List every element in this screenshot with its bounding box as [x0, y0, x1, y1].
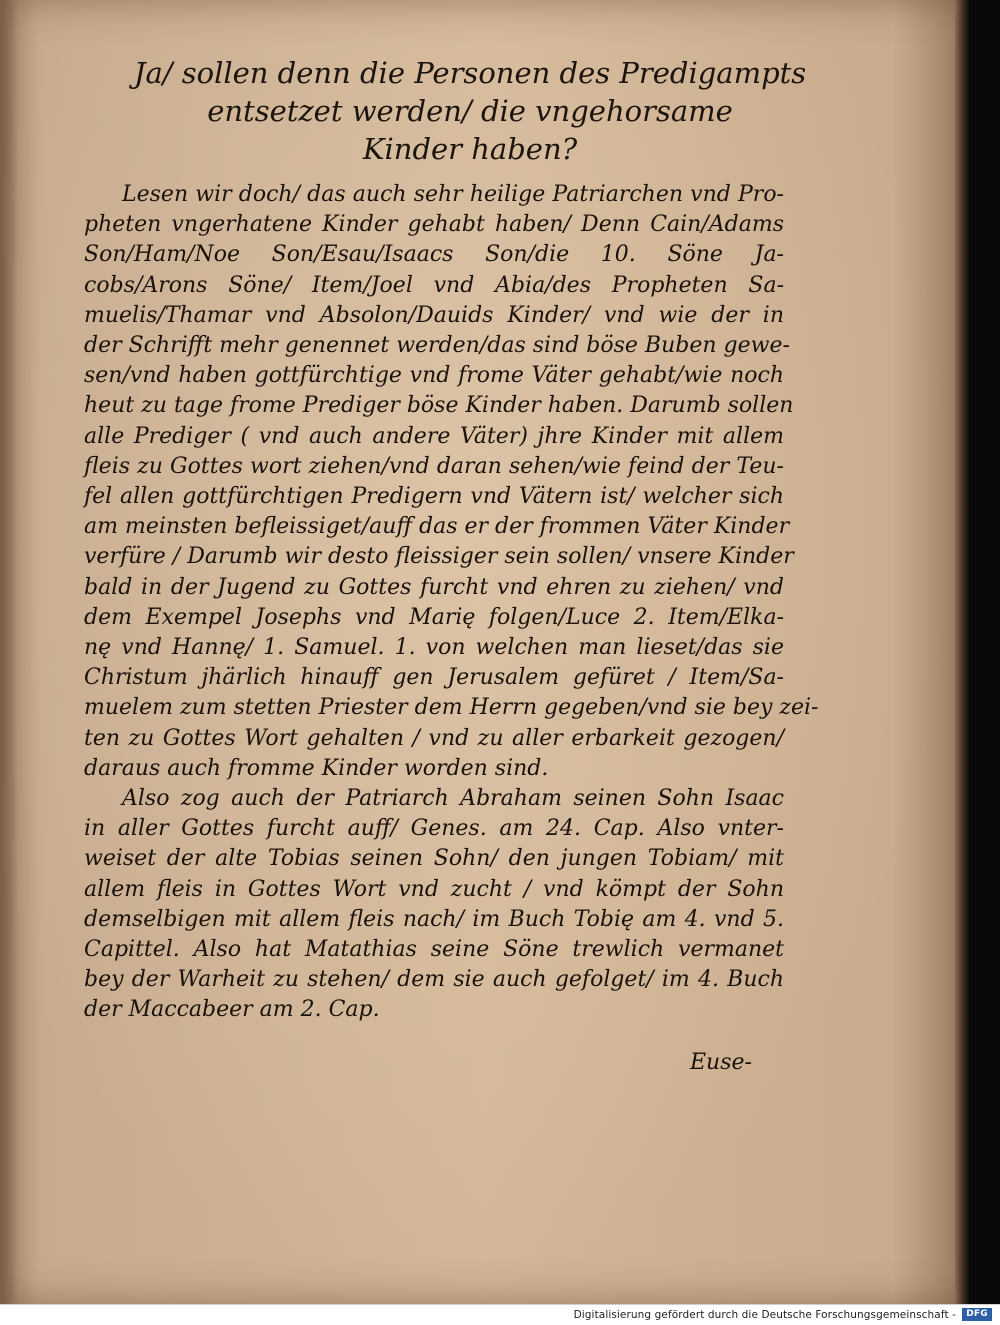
text-line: fleis zu Gottes wort ziehen/vnd daran sehen/wie feind der Teu- — [84, 453, 784, 479]
text-line: Capittel. Also hat Matathias seine Söne trewlich vermanet — [84, 937, 784, 963]
text-line: Son/Ham/Noe Son/Esau/Isaacs Son/die 10. Söne Ja- — [84, 242, 784, 268]
funding-credit: Digitalisierung gefördert durch die Deutsche Forschungsgemeinschaft - — [573, 1309, 956, 1321]
dfg-logo: DFG — [962, 1308, 992, 1321]
text-line: weiset der alte Tobias seinen Sohn/ den jungen Tobiam/ mit — [84, 846, 784, 872]
text-line: am meinsten befleissiget/auff das er der frommen Väter Kinder — [84, 514, 790, 540]
text-line: Also zog auch der Patriarch Abraham seinen Sohn Isaac — [122, 786, 784, 812]
text-line: heut zu tage frome Prediger böse Kinder haben. Darumb sollen — [84, 393, 794, 419]
body-text — [84, 180, 819, 1026]
text-line: cobs/Arons Söne/ Item/Joel vnd Abia/des Propheten Sa- — [84, 272, 784, 298]
text-line: verfüre / Darumb wir desto fleissiger sein sollen/ vnsere Kinder — [84, 544, 794, 570]
binding-shadow — [0, 0, 18, 1304]
text-line: nę vnd Hannę/ 1. Samuel. 1. von welchen man lieset/das sie — [84, 635, 784, 661]
text-line: der Maccabeer am 2. Cap. — [84, 997, 380, 1023]
page-edge — [955, 0, 970, 1304]
text-line: pheten vngerhatene Kinder gehabt haben/ Denn Cain/Adams — [84, 212, 784, 238]
text-line: sen/vnd haben gottfürchtige vnd frome Väter gehabt/wie noch — [84, 363, 784, 389]
chapter-heading — [90, 54, 850, 168]
text-line: in aller Gottes furcht auff/ Genes. am 24. Cap. Also vnter- — [84, 816, 784, 842]
text-line: muelis/Thamar vnd Absolon/Dauids Kinder/ vnd wie der in — [84, 302, 784, 328]
heading-line: Ja/ sollen denn die Personen des Predigampts — [133, 56, 807, 90]
text-line: ten zu Gottes Wort gehalten / vnd zu aller erbarkeit gezogen/ — [84, 725, 784, 751]
text-line: dem Exempel Josephs vnd Marię folgen/Luce 2. Item/Elka- — [84, 604, 784, 630]
text-line: demselbigen mit allem fleis nach/ im Buch Tobię am 4. vnd 5. — [84, 906, 784, 932]
catchword: Euse- — [690, 1050, 752, 1075]
heading-line: entsetzet werden/ die vngehorsame — [207, 94, 733, 128]
text-line: alle Prediger ( vnd auch andere Väter) jhre Kinder mit allem — [84, 423, 784, 449]
text-line: muelem zum stetten Priester dem Herrn gegeben/vnd sie bey zei- — [84, 695, 819, 721]
text-line: der Schrifft mehr genennet werden/das sind böse Buben gewe- — [84, 333, 790, 359]
text-line: allem fleis in Gottes Wort vnd zucht / vnd kömpt der Sohn — [84, 876, 784, 902]
text-line: Lesen wir doch/ das auch sehr heilige Patriarchen vnd Pro- — [122, 182, 784, 207]
heading-line: Kinder haben? — [362, 132, 578, 166]
text-line: Christum jhärlich hinauff gen Jerusalem gefüret / Item/Sa- — [84, 665, 784, 691]
text-line: bald in der Jugend zu Gottes furcht vnd ehren zu ziehen/ vnd — [84, 574, 784, 600]
text-line: fel allen gottfürchtigen Predigern vnd Vätern ist/ welcher sich — [84, 484, 784, 510]
text-line: bey der Warheit zu stehen/ dem sie auch gefolget/ im 4. Buch — [84, 967, 784, 993]
text-line: daraus auch fromme Kinder worden sind. — [84, 755, 549, 781]
